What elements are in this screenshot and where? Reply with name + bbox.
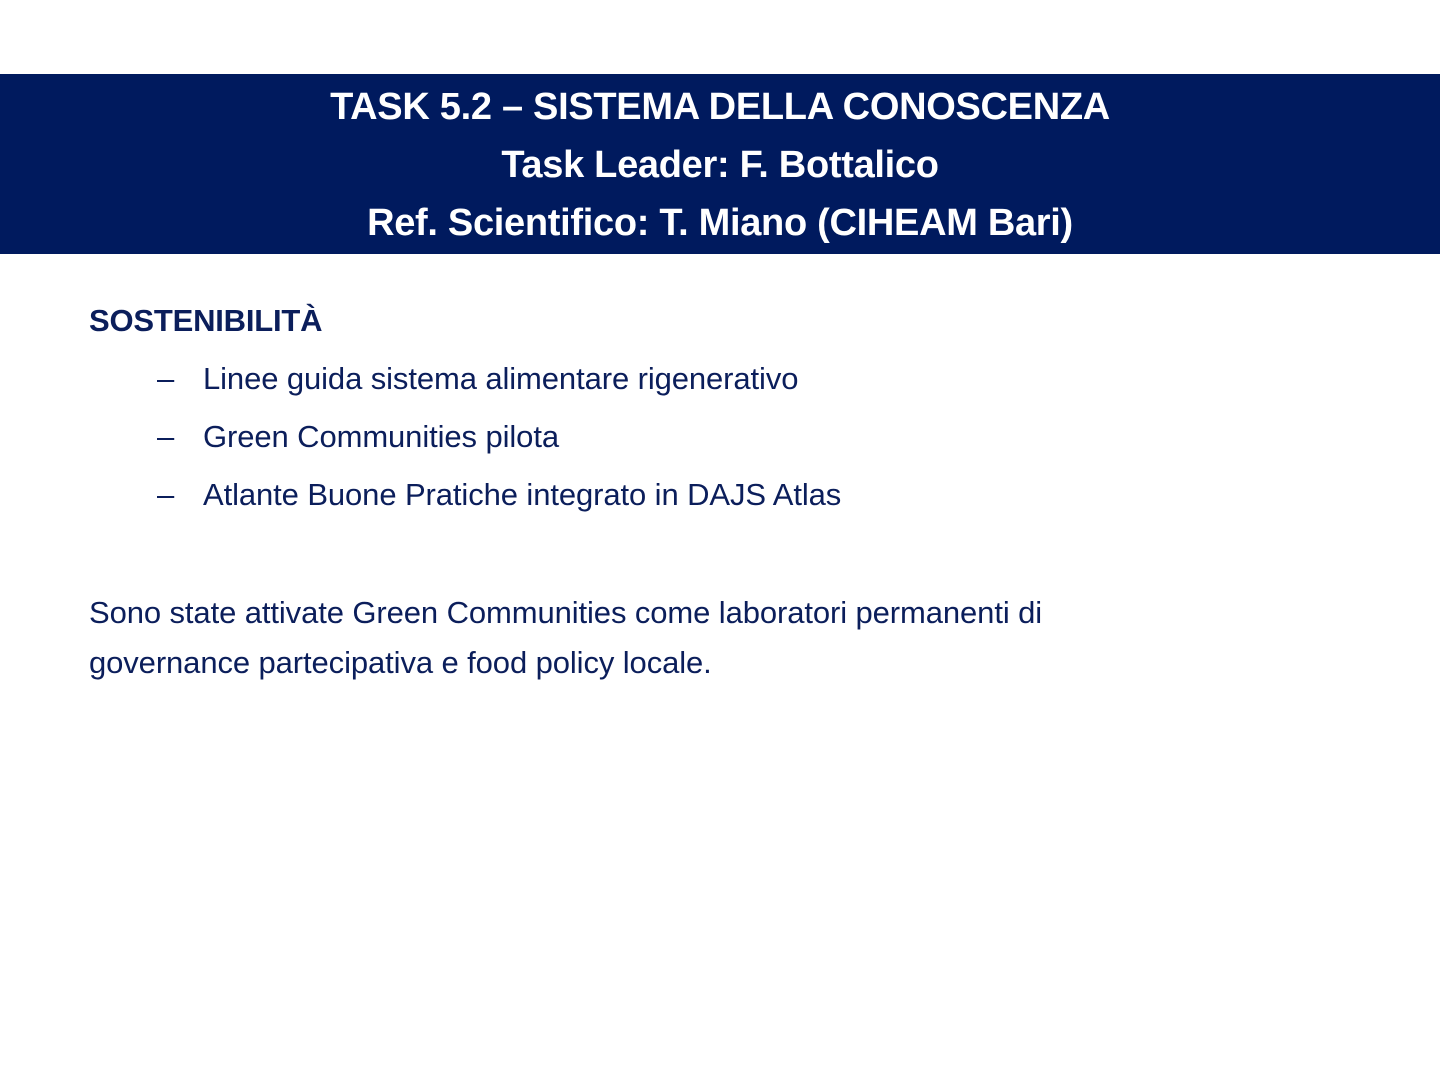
- list-item-text: Atlante Buone Pratiche integrato in DAJS Atlas: [203, 477, 842, 512]
- dash-bullet-icon: –: [157, 361, 175, 396]
- section-heading: SOSTENIBILITÀ: [89, 303, 323, 338]
- slide-title: TASK 5.2 – SISTEMA DELLA CONOSCENZA: [330, 86, 1110, 128]
- paragraph-line: Sono state attivate Green Communities come laboratori permanenti di: [89, 595, 1043, 630]
- dash-bullet-icon: –: [157, 477, 175, 512]
- summary-paragraph: [89, 588, 1319, 688]
- list-item: [89, 350, 1389, 408]
- bullet-list: [89, 350, 1389, 524]
- paragraph-line: governance partecipativa e food policy locale.: [89, 645, 712, 680]
- list-item: [89, 408, 1389, 466]
- list-item-text: Linee guida sistema alimentare rigenerativo: [203, 361, 799, 396]
- list-item-text: Green Communities pilota: [203, 419, 559, 454]
- dash-bullet-icon: –: [157, 419, 175, 454]
- list-item: [89, 466, 1389, 524]
- slide-body: [89, 296, 1389, 688]
- task-leader-line: Task Leader: F. Bottalico: [501, 144, 939, 186]
- title-banner: [0, 74, 1440, 254]
- scientific-reference-line: Ref. Scientifico: T. Miano (CIHEAM Bari): [367, 202, 1073, 244]
